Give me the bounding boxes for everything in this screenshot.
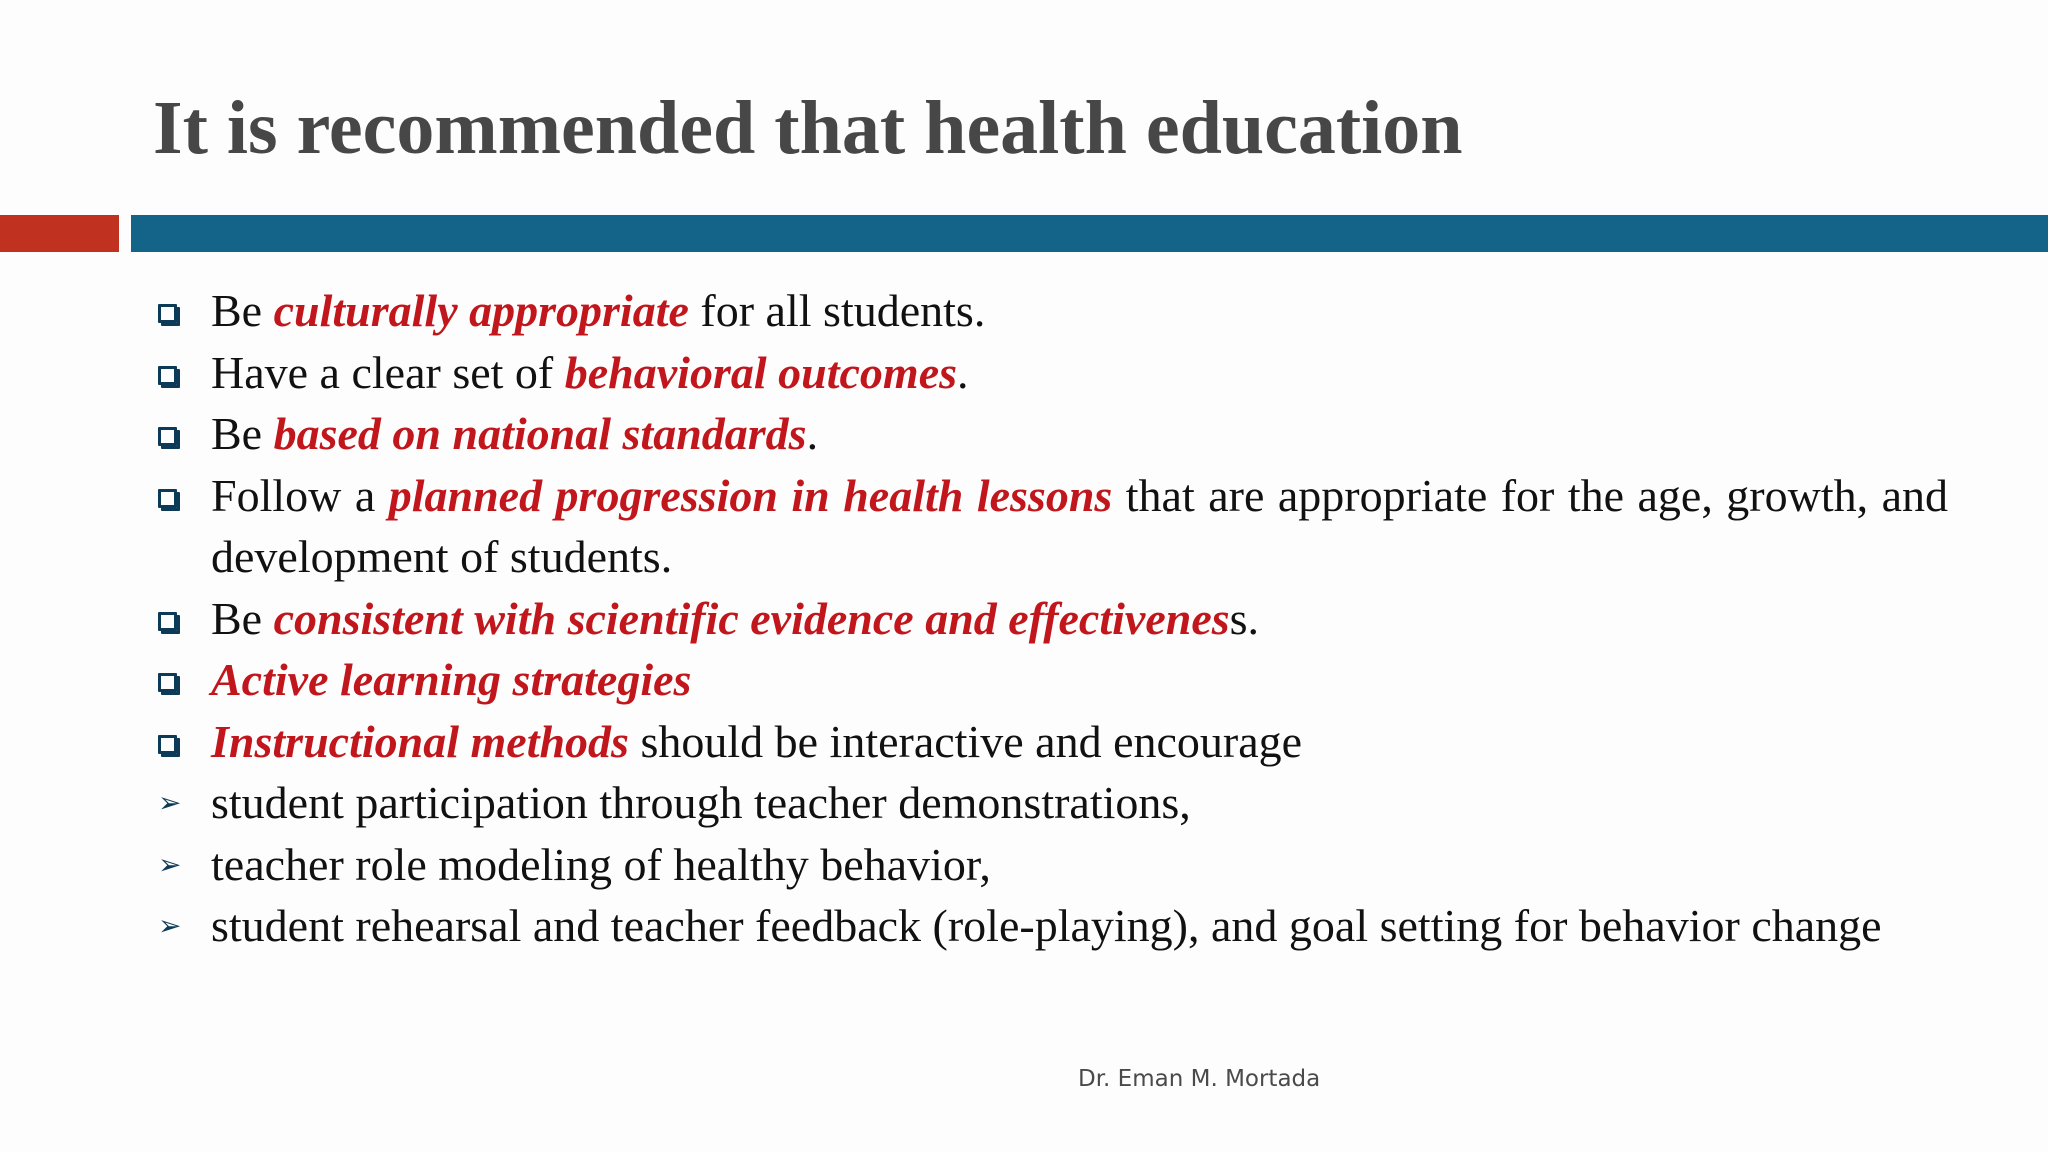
bullet-item bbox=[148, 834, 1948, 896]
bullet-item bbox=[148, 280, 1948, 342]
bullet-text bbox=[211, 649, 1948, 711]
emphasized-text: behavioral outcomes bbox=[564, 346, 958, 398]
emphasized-text: Active learning strategies bbox=[211, 654, 692, 705]
arrow-bullet-icon: ➢ bbox=[158, 847, 182, 881]
bullet-text bbox=[211, 280, 1948, 342]
bullet-text bbox=[211, 772, 1948, 834]
bullet-item bbox=[148, 403, 1948, 465]
square-bullet-icon bbox=[148, 649, 211, 711]
plain-text: student participation through teacher demonstrations, bbox=[211, 777, 1191, 828]
bullet-item bbox=[148, 465, 1948, 588]
emphasized-text: based on national standards bbox=[273, 408, 807, 459]
plain-text: student rehearsal and teacher feedback (role-playing), and goal setting for behavior change bbox=[211, 900, 1882, 951]
plain-text: Be bbox=[211, 592, 274, 644]
bullet-text bbox=[211, 342, 1948, 404]
bullet-item bbox=[148, 649, 1948, 711]
bullet-item bbox=[148, 342, 1948, 404]
emphasized-text: culturally appropriate bbox=[273, 285, 689, 336]
emphasized-text: Instructional methods bbox=[211, 715, 629, 767]
bullet-list bbox=[148, 280, 1948, 957]
plain-text: . bbox=[957, 346, 969, 398]
bullet-item bbox=[148, 772, 1948, 834]
arrow-bullet-icon: ➢ bbox=[158, 909, 182, 942]
plain-text: should be interactive and encourage bbox=[628, 715, 1303, 767]
square-bullet-icon bbox=[148, 465, 211, 527]
bullet-text bbox=[211, 834, 1948, 896]
plain-text: Have a clear set of bbox=[211, 346, 565, 398]
bullet-item bbox=[148, 588, 1948, 650]
bullet-text bbox=[211, 711, 1948, 773]
plain-text: that are appropriate for the age, growth, and development of students. bbox=[211, 469, 1948, 582]
bullet-item bbox=[148, 711, 1948, 773]
bullet-item bbox=[148, 895, 1948, 957]
plain-text: teacher role modeling of healthy behavior, bbox=[211, 838, 991, 890]
plain-text: Follow a bbox=[211, 469, 389, 521]
bullet-text bbox=[211, 403, 1948, 465]
arrow-bullet-icon: ➢ bbox=[158, 786, 182, 819]
bullet-text bbox=[211, 895, 1948, 957]
accent-bar-blue bbox=[131, 215, 2048, 252]
square-bullet-icon bbox=[148, 342, 211, 404]
accent-bar-red bbox=[0, 215, 119, 252]
square-bullet-icon bbox=[148, 588, 211, 650]
square-bullet-icon bbox=[148, 280, 211, 342]
plain-text: Be bbox=[211, 408, 274, 459]
square-bullet-icon bbox=[148, 403, 211, 465]
footer-credit: Dr. Eman M. Mortada bbox=[1078, 1066, 1321, 1092]
plain-text: . bbox=[806, 408, 819, 459]
bullet-text bbox=[211, 465, 1948, 588]
plain-text: s. bbox=[1229, 592, 1260, 644]
square-bullet-icon bbox=[148, 711, 211, 773]
plain-text: for all students. bbox=[688, 285, 986, 336]
emphasized-text: planned progression in health lessons bbox=[388, 469, 1113, 521]
plain-text: Be bbox=[211, 285, 274, 336]
bullet-text bbox=[211, 588, 1948, 650]
slide-title: It is recommended that health education bbox=[153, 86, 1463, 170]
emphasized-text: consistent with scientific evidence and effectivenes bbox=[273, 592, 1230, 644]
